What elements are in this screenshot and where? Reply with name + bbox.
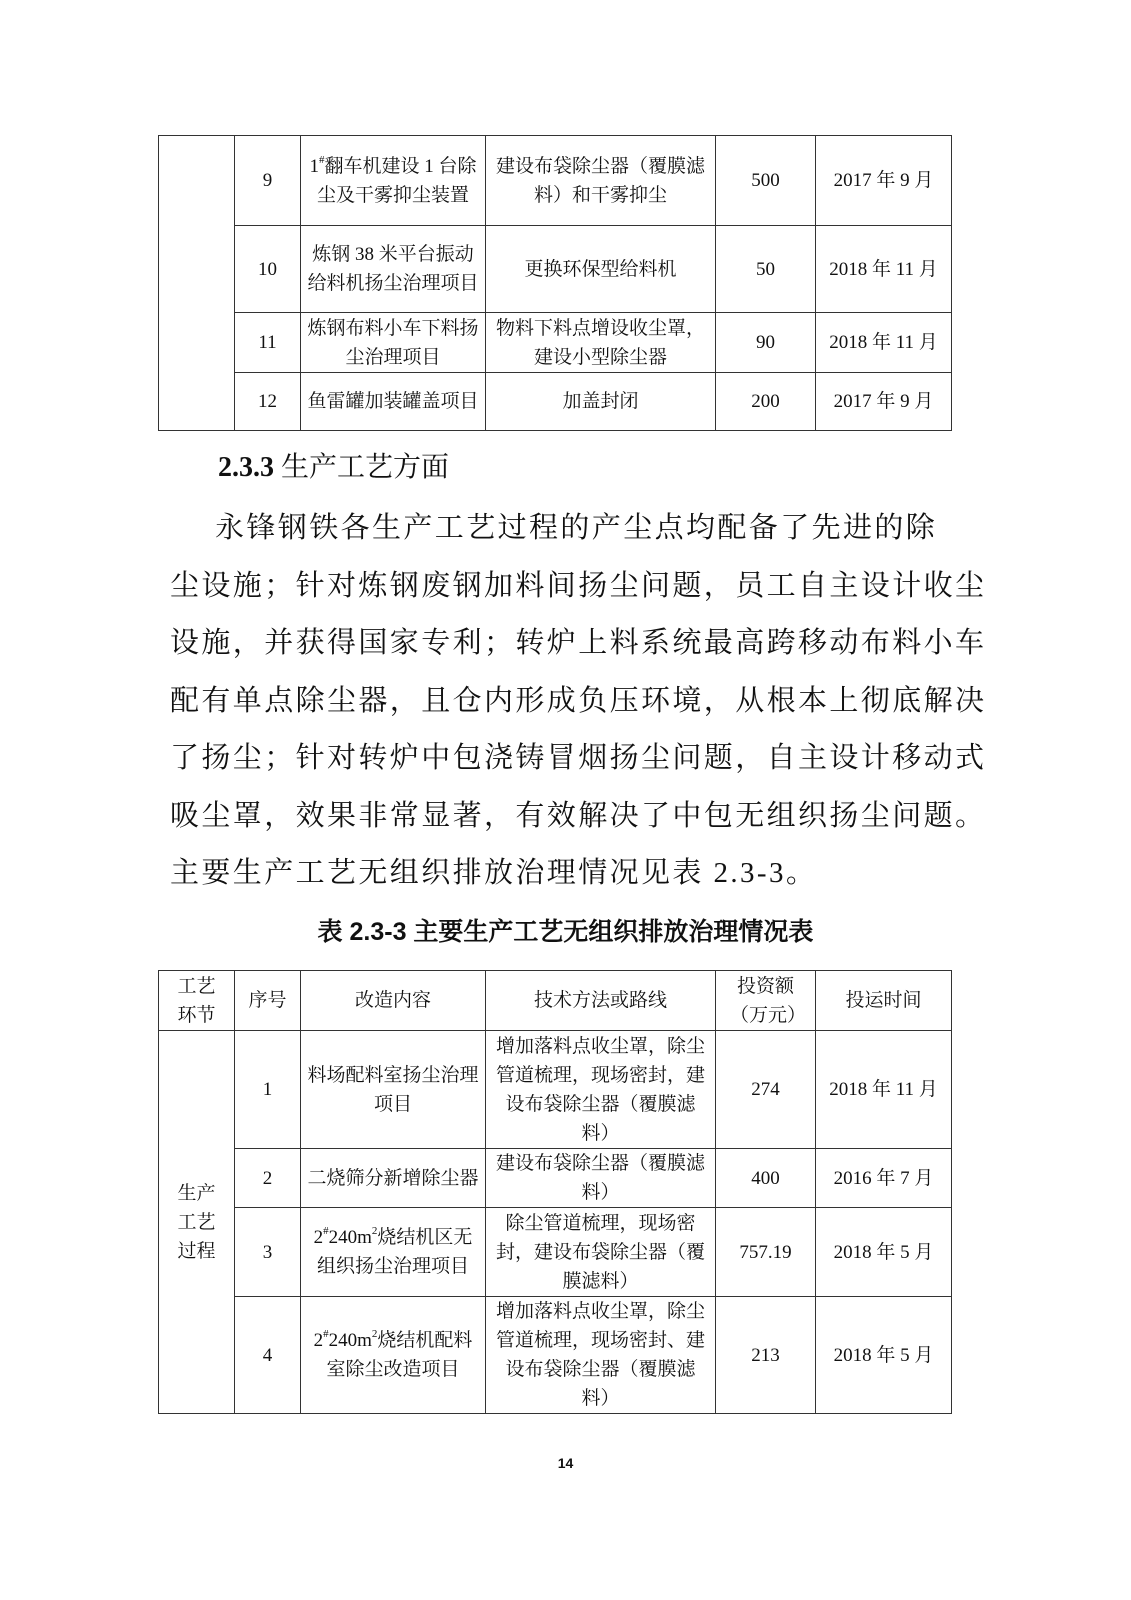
row-time: 2017 年 9 月: [816, 136, 952, 226]
header-method: 技术方法或路线: [486, 971, 716, 1031]
row-content: 二烧筛分新增除尘器: [301, 1149, 486, 1208]
table-caption: 表 2.3-3 主要生产工艺无组织排放治理情况表: [317, 918, 814, 946]
paragraph-line: 永锋钢铁各生产工艺过程的产尘点均配备了先进的除: [215, 512, 938, 544]
row-invest: 500: [716, 136, 816, 226]
table-row: [159, 1149, 952, 1208]
row-method: 加盖封闭: [486, 373, 716, 431]
row-invest: 274: [716, 1031, 816, 1149]
row-time: 2018 年 11 月: [816, 226, 952, 313]
table-header-row: [159, 971, 952, 1031]
paragraph-line: 设施，并获得国家专利；转炉上料系统最高跨移动布料小车: [170, 627, 987, 659]
row-method: 除尘管道梳理，现场密封，建设布袋除尘器（覆膜滤料）: [486, 1208, 716, 1297]
paragraph-line: 尘设施；针对炼钢废钢加料间扬尘问题，员工自主设计收尘: [170, 569, 987, 602]
content-text: 240m: [328, 1330, 372, 1351]
row-time: 2018 年 11 月: [816, 313, 952, 373]
row-number: 3: [235, 1208, 301, 1297]
content-text: 烧结机配料室除尘改造项目: [326, 1330, 473, 1380]
header-no: 序号: [235, 971, 301, 1031]
row-content: [301, 1208, 486, 1297]
row-number: 9: [235, 136, 301, 226]
row-invest: 50: [716, 226, 816, 313]
row-content: [301, 1297, 486, 1414]
row-content: 料场配料室扬尘治理项目: [301, 1031, 486, 1149]
row-time: 2016 年 7 月: [816, 1149, 952, 1208]
table-row: [159, 136, 952, 226]
stage-cell: [159, 136, 235, 431]
row-content: 炼钢 38 米平台振动给料机扬尘治理项目: [301, 226, 486, 313]
row-number: 1: [235, 1031, 301, 1149]
row-content: [301, 136, 486, 226]
row-method: 增加落料点收尘罩，除尘管道梳理，现场密封，建设布袋除尘器（覆膜滤料）: [486, 1031, 716, 1149]
content-text: 1: [309, 155, 319, 177]
row-invest: 200: [716, 373, 816, 431]
row-method: 更换环保型给料机: [486, 226, 716, 313]
stage-cell: 生产工艺过程: [159, 1031, 235, 1414]
body-paragraph: [170, 500, 987, 903]
content-sup: #: [323, 1225, 329, 1237]
process-emission-table: [158, 970, 952, 1414]
row-invest: 757.19: [716, 1208, 816, 1297]
table-row: [159, 226, 952, 313]
dust-control-table-continued: [158, 135, 952, 431]
header-content: 改造内容: [301, 971, 486, 1031]
header-invest: 投资额（万元）: [716, 971, 816, 1031]
content-text: 翻车机建设 1 台除尘及干雾抑尘装置: [316, 155, 477, 206]
row-content: 炼钢布料小车下料扬尘治理项目: [301, 313, 486, 373]
row-method: 物料下料点增设收尘罩，建设小型除尘器: [486, 313, 716, 373]
content-sup: #: [323, 1328, 329, 1340]
content-text: 240m: [328, 1227, 372, 1248]
row-method: 建设布袋除尘器（覆膜滤料）: [486, 1149, 716, 1208]
row-method: 建设布袋除尘器（覆膜滤料）和干雾抑尘: [486, 136, 716, 226]
content-text: 2: [313, 1227, 324, 1248]
paragraph-line: 了扬尘；针对转炉中包浇铸冒烟扬尘问题，自主设计移动式: [170, 742, 987, 774]
section-heading: [218, 445, 449, 485]
page-number: 14: [557, 1455, 574, 1471]
row-invest: 213: [716, 1297, 816, 1414]
row-invest: 90: [716, 313, 816, 373]
paragraph-line: 配有单点除尘器，且仓内形成负压环境，从根本上彻底解决: [170, 684, 987, 717]
row-number: 12: [235, 373, 301, 431]
row-content: 鱼雷罐加装罐盖项目: [301, 373, 486, 431]
content-sup: 2: [371, 1225, 378, 1237]
table-row: [159, 1297, 952, 1414]
row-number: 4: [235, 1297, 301, 1414]
row-method: 增加落料点收尘罩，除尘管道梳理，现场密封、建设布袋除尘器（覆膜滤料）: [486, 1297, 716, 1414]
content-sup: 2: [371, 1328, 378, 1340]
paragraph-line: 主要生产工艺无组织排放治理情况见表 2.3-3。: [170, 857, 818, 889]
header-stage: 工艺环节: [159, 971, 235, 1031]
table-row: [159, 373, 952, 431]
section-title: 生产工艺方面: [281, 452, 450, 483]
row-number: 10: [235, 226, 301, 313]
row-time: 2018 年 5 月: [816, 1208, 952, 1297]
row-invest: 400: [716, 1149, 816, 1208]
header-time: 投运时间: [816, 971, 952, 1031]
row-time: 2018 年 5 月: [816, 1297, 952, 1414]
content-text: 2: [313, 1330, 324, 1351]
table-row: [159, 1208, 952, 1297]
content-text: 烧结机区无组织扬尘治理项目: [316, 1227, 473, 1277]
row-time: 2018 年 11 月: [816, 1031, 952, 1149]
content-sup: #: [318, 153, 325, 166]
section-number: 2.3.3: [218, 452, 274, 483]
table-row: [159, 1031, 952, 1149]
paragraph-line: 吸尘罩，效果非常显著，有效解决了中包无组织扬尘问题。: [170, 799, 987, 832]
row-number: 2: [235, 1149, 301, 1208]
row-number: 11: [235, 313, 301, 373]
table-row: [159, 313, 952, 373]
row-time: 2017 年 9 月: [816, 373, 952, 431]
